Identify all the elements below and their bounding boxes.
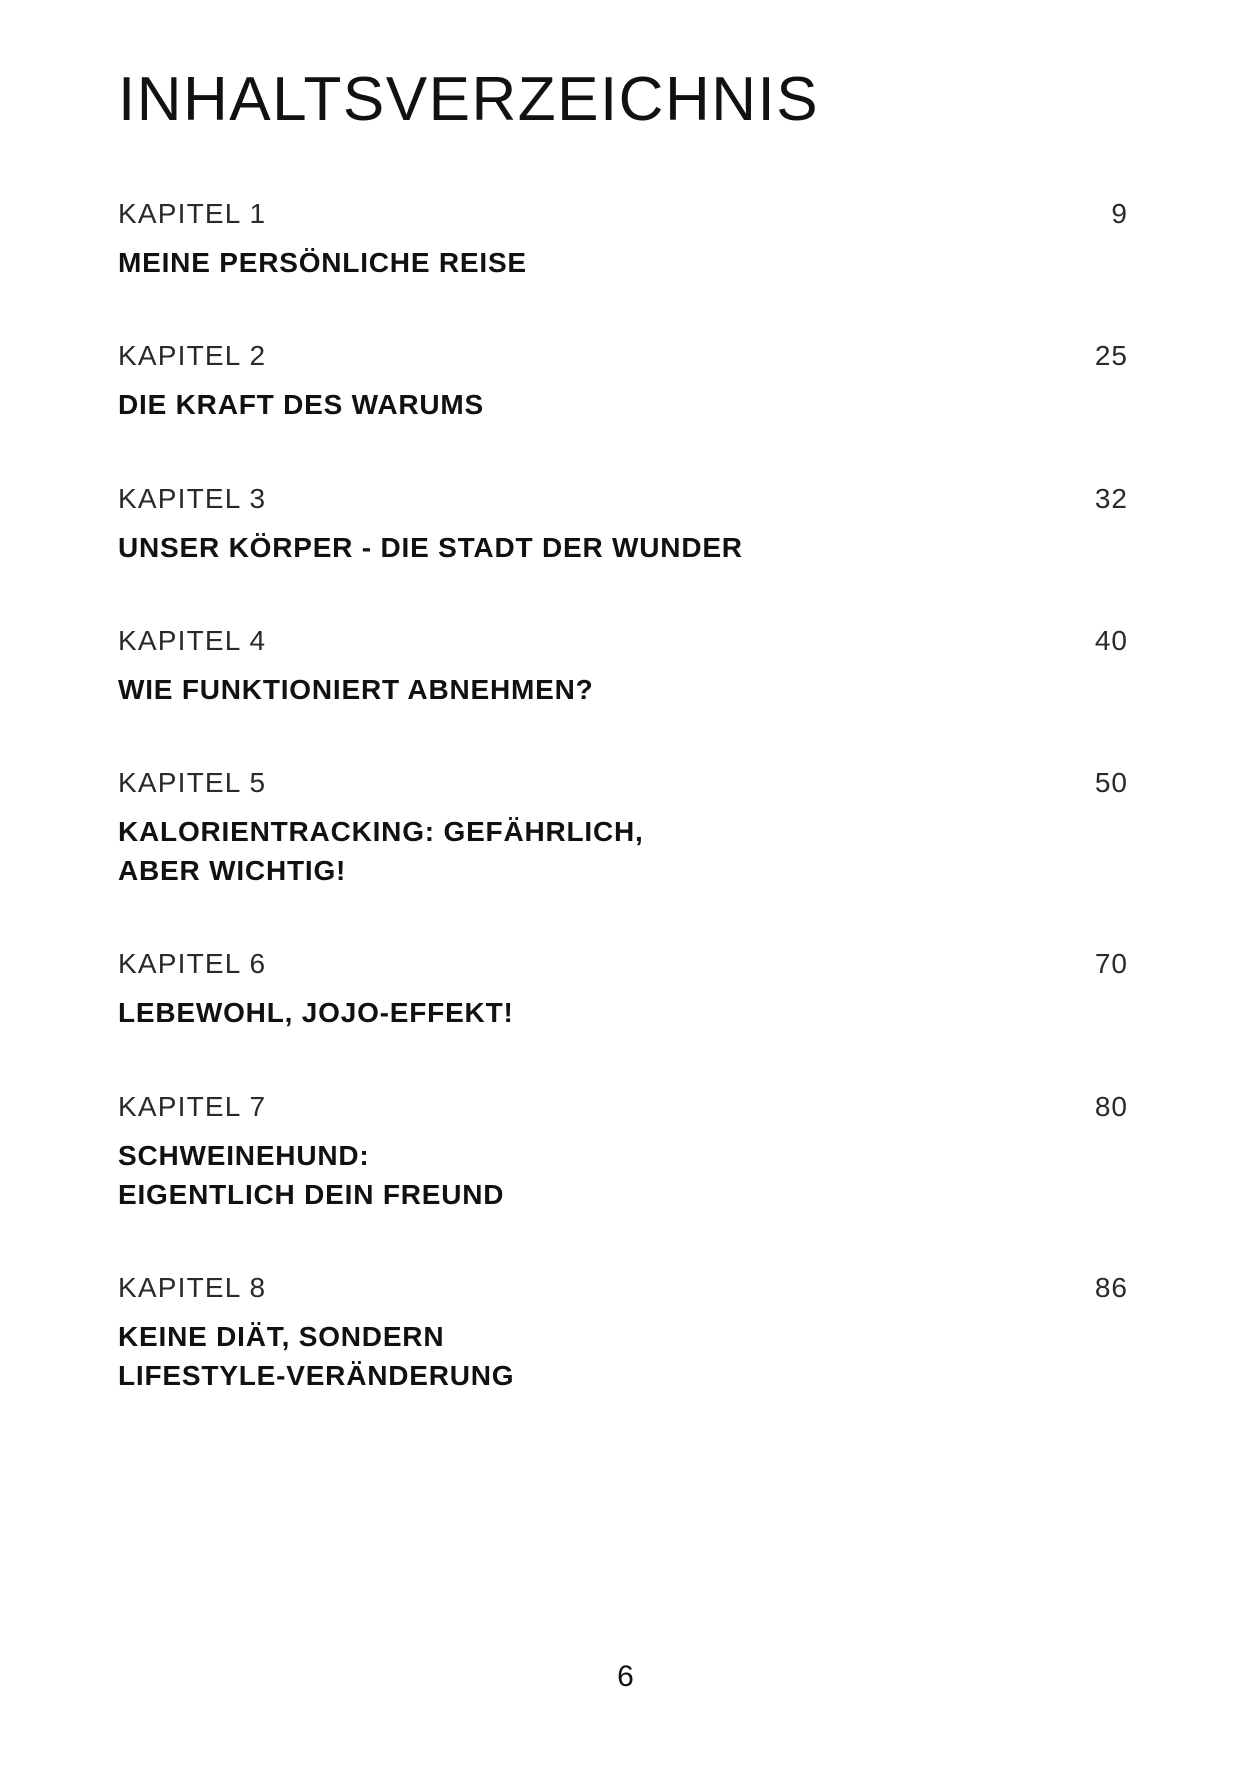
page-number: 70 [1094,948,1128,980]
list-item[interactable] [118,1270,1134,1395]
toc-entry-header [118,196,1134,231]
toc-entry-header [118,481,1134,516]
chapter-title-line: WIE FUNKTIONIERT ABNEHMEN? [118,673,594,705]
chapter-label: KAPITEL 6 [118,948,267,980]
chapter-title [118,812,958,890]
chapter-title-line: KEINE DIÄT, SONDERN [118,1320,445,1352]
table-of-contents-list [118,196,1134,1395]
chapter-title-line: UNSER KÖRPER - DIE STADT DER WUNDER [118,531,743,563]
list-item[interactable] [118,481,1134,567]
page-number: 32 [1094,482,1128,514]
chapter-label: KAPITEL 8 [118,1271,267,1303]
list-item[interactable] [118,196,1134,282]
chapter-label: KAPITEL 7 [118,1090,267,1122]
chapter-title [118,1317,958,1395]
chapter-title-line: KALORIENTRACKING: GEFÄHRLICH, [118,815,644,847]
list-item[interactable] [118,1089,1134,1214]
list-item[interactable] [118,623,1134,709]
chapter-label: KAPITEL 4 [118,624,267,656]
chapter-title [118,670,958,709]
list-item[interactable] [118,338,1134,424]
chapter-title [118,243,958,282]
toc-entry-header [118,1270,1134,1305]
toc-entry-header [118,338,1134,373]
page-folio: 6 [617,1660,635,1693]
list-item[interactable] [118,765,1134,890]
page-number: 40 [1094,624,1128,656]
chapter-title-line: EIGENTLICH DEIN FREUND [118,1178,505,1210]
page-title: INHALTSVERZEICHNIS [118,65,820,134]
chapter-title-line: SCHWEINEHUND: [118,1139,370,1171]
chapter-title-line: LIFESTYLE-VERÄNDERUNG [118,1360,515,1392]
chapter-title-line: MEINE PERSÖNLICHE REISE [118,247,527,279]
list-item[interactable] [118,946,1134,1032]
page-number: 25 [1094,340,1128,372]
page-number: 9 [1111,198,1128,230]
page-number: 50 [1094,766,1128,798]
chapter-title [118,528,958,567]
chapter-title [118,1136,958,1214]
page-number: 80 [1094,1090,1128,1122]
toc-entry-header [118,1089,1134,1124]
chapter-label: KAPITEL 2 [118,340,267,372]
page-number: 86 [1094,1271,1128,1303]
chapter-title-line: ABER WICHTIG! [118,855,347,887]
toc-entry-header [118,946,1134,981]
chapter-title [118,385,958,424]
toc-entry-header [118,623,1134,658]
chapter-title-line: DIE KRAFT DES WARUMS [118,389,484,421]
chapter-label: KAPITEL 1 [118,198,267,230]
toc-entry-header [118,765,1134,800]
chapter-label: KAPITEL 3 [118,482,267,514]
chapter-title-line: LEBEWOHL, JOJO-EFFEKT! [118,997,514,1029]
chapter-label: KAPITEL 5 [118,766,267,798]
chapter-title [118,993,958,1032]
